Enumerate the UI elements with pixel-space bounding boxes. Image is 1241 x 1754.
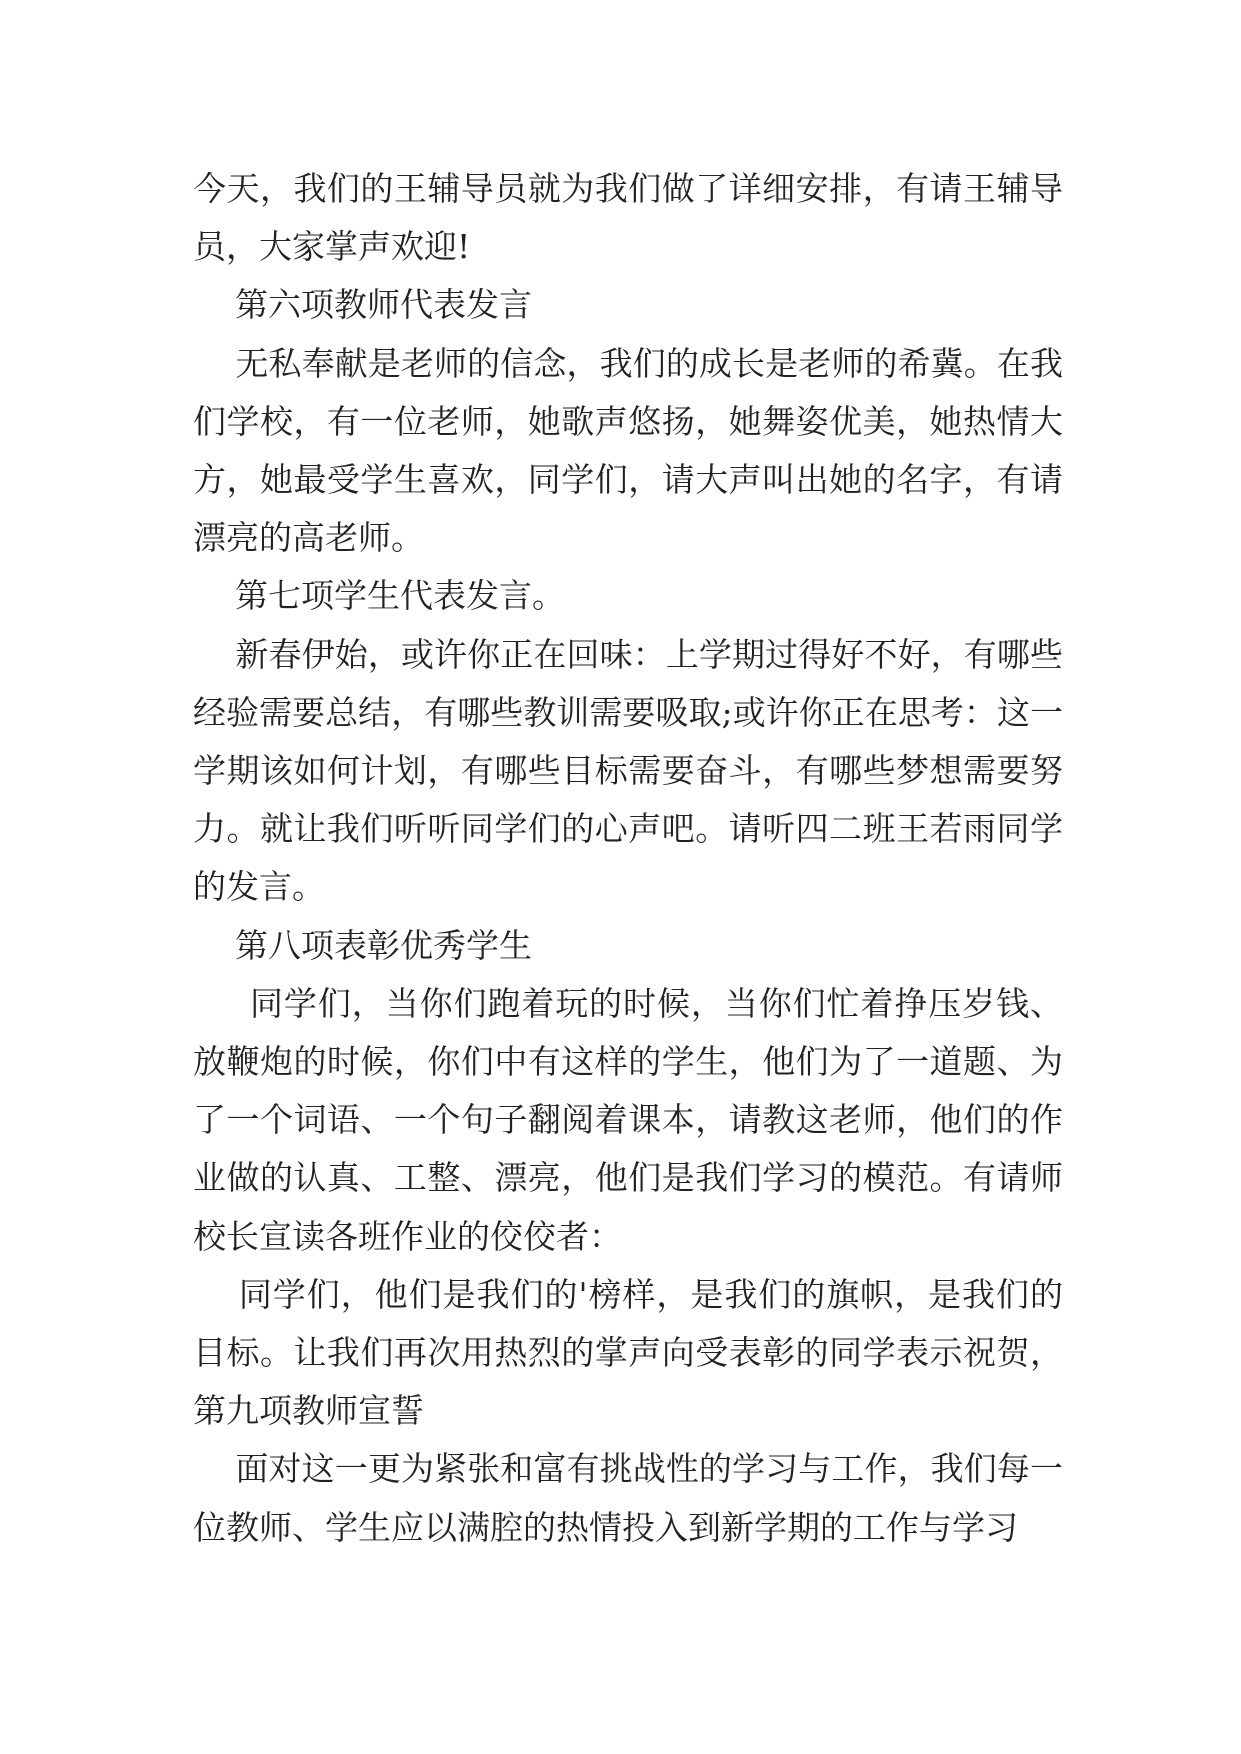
paragraph-commendation: 同学们，当你们跑着玩的时候，当你们忙着挣压岁钱、放鞭炮的时候，你们中有这样的学生，他们为了一道题、为了一个词语、一个句子翻阅着课本，请教这老师，他们的作业做的认真、工整、漂亮，他们是我们学习的模范。有请师校长宣读各班作业的佼佼者： bbox=[193, 983, 1064, 1256]
paragraph-intro: 今天，我们的王辅导员就为我们做了详细安排，有请王辅导员，大家掌声欢迎! bbox=[193, 169, 1063, 267]
paragraph-student-speech: 新春伊始，或许你正在回味：上学期过得好不好，有哪些经验需要总结，有哪些教训需要吸取;或许你正在思考：这一学期该如何计划，有哪些目标需要奋斗，有哪些梦想需要努力。就让我们听听同学们的心声吧。请听四二班王若雨同学的发言。 bbox=[193, 634, 1064, 907]
heading-item-6: 第六项教师代表发言 bbox=[193, 285, 532, 325]
document-body bbox=[193, 160, 1063, 1557]
heading-item-8: 第八项表彰优秀学生 bbox=[193, 925, 532, 965]
paragraph-teacher-speech: 无私奉献是老师的信念，我们的成长是老师的希冀。在我们学校，有一位老师，她歌声悠扬，她舞姿优美，她热情大方，她最受学生喜欢，同学们，请大声叫出她的名字，有请漂亮的高老师。 bbox=[193, 343, 1064, 558]
paragraph-role-models: 同学们，他们是我们的'榜样，是我们的旗帜，是我们的目标。让我们再次用热烈的掌声向受表彰的同学表示祝贺，第九项教师宣誓 bbox=[193, 1274, 1063, 1431]
paragraph-oath: 面对这一更为紧张和富有挑战性的学习与工作，我们每一位教师、学生应以满腔的热情投入到新学期的工作与学习 bbox=[193, 1449, 1064, 1547]
heading-item-7: 第七项学生代表发言。 bbox=[193, 576, 565, 616]
